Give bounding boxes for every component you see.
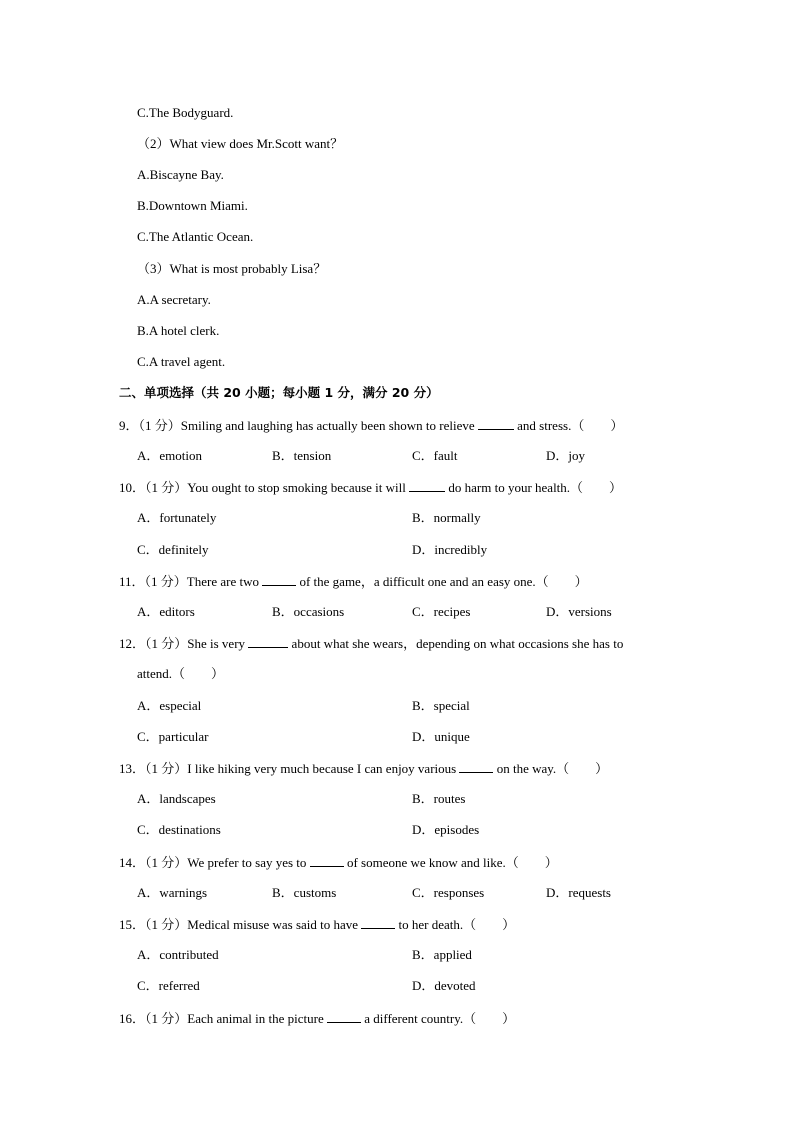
question-14-stem xyxy=(119,854,558,870)
question-11-stem xyxy=(119,573,588,589)
option-d[interactable]: D．unique xyxy=(412,729,470,744)
option-c[interactable]: C．referred xyxy=(137,978,200,993)
question-number: 16． xyxy=(119,1011,146,1026)
q2-stem: （2）What view does Mr.Scott want？ xyxy=(137,136,344,151)
option-d[interactable]: D．versions xyxy=(546,604,612,619)
question-text: and stress.（ ） xyxy=(513,418,624,433)
q3-stem: （3）What is most probably Lisa？ xyxy=(137,261,327,276)
question-text: （1 分）Each animal in the picture xyxy=(145,1011,327,1026)
answer-blank xyxy=(310,854,344,867)
q2-option-a: A.Biscayne Bay. xyxy=(137,167,224,182)
question-text: do harm to your health.（ ） xyxy=(445,480,623,495)
question-9-stem xyxy=(119,417,623,433)
question-text: on the way.（ ） xyxy=(493,761,609,776)
q2-option-c: C.The Atlantic Ocean. xyxy=(137,229,254,244)
q2-option-b: B.Downtown Miami. xyxy=(137,198,248,213)
option-c[interactable]: C．recipes xyxy=(412,604,471,619)
question-text: （1 分）Smiling and laughing has actually been shown to relieve xyxy=(138,418,478,433)
option-a[interactable]: A．editors xyxy=(137,604,195,619)
option-b[interactable]: B．special xyxy=(412,698,470,713)
q3-option-a: A.A secretary. xyxy=(137,292,211,307)
question-text: （1 分）We prefer to say yes to xyxy=(145,855,310,870)
option-d[interactable]: D．incredibly xyxy=(412,542,488,557)
question-text: （1 分）Medical misuse was said to have xyxy=(145,917,362,932)
option-b[interactable]: B．occasions xyxy=(272,604,345,619)
answer-blank xyxy=(478,417,514,430)
option-c[interactable]: C．particular xyxy=(137,729,209,744)
question-text: （1 分）She is very xyxy=(145,636,249,651)
answer-blank xyxy=(248,635,288,648)
option-b[interactable]: B．normally xyxy=(412,510,481,525)
option-a[interactable]: A．especial xyxy=(137,698,202,713)
question-13-stem xyxy=(119,760,608,776)
option-a[interactable]: A．fortunately xyxy=(137,510,217,525)
q3-option-c: C.A travel agent. xyxy=(137,354,226,369)
option-d[interactable]: D．episodes xyxy=(412,822,480,837)
answer-blank xyxy=(361,916,395,929)
question-number: 11． xyxy=(119,574,145,589)
question-text: （1 分）You ought to stop smoking because it will xyxy=(145,480,410,495)
question-number: 9． xyxy=(119,418,139,433)
question-text: of the game，a difficult one and an easy one.（ ） xyxy=(296,574,588,589)
question-text: to her death.（ ） xyxy=(395,917,516,932)
question-12-stem xyxy=(119,635,623,651)
question-text: a different country.（ ） xyxy=(360,1011,516,1026)
option-d[interactable]: D．requests xyxy=(546,885,611,900)
question-number: 13． xyxy=(119,761,146,776)
answer-blank xyxy=(262,573,296,586)
option-c[interactable]: C．responses xyxy=(412,885,485,900)
option-b[interactable]: B．customs xyxy=(272,885,337,900)
question-number: 14． xyxy=(119,855,146,870)
option-a[interactable]: A．emotion xyxy=(137,448,202,463)
question-text: about what she wears，depending on what occasions she has to xyxy=(288,636,624,651)
section-title: 二、单项选择（共 20 小题；每小题 1 分，满分 20 分） xyxy=(119,385,439,400)
question-10-stem xyxy=(119,479,622,495)
answer-blank xyxy=(409,479,445,492)
option-c[interactable]: C．fault xyxy=(412,448,458,463)
q1-option-c: C.The Bodyguard. xyxy=(137,105,234,120)
question-text: （1 分）I like hiking very much because I can enjoy various xyxy=(145,761,460,776)
question-text: of someone we know and like.（ ） xyxy=(343,855,558,870)
option-c[interactable]: C．destinations xyxy=(137,822,221,837)
option-d[interactable]: D．devoted xyxy=(412,978,476,993)
option-b[interactable]: B．applied xyxy=(412,947,472,962)
option-d[interactable]: D．joy xyxy=(546,448,586,463)
question-number: 12． xyxy=(119,636,146,651)
answer-blank xyxy=(459,760,493,773)
option-a[interactable]: A．landscapes xyxy=(137,791,216,806)
question-number: 15． xyxy=(119,917,146,932)
question-15-stem xyxy=(119,916,515,932)
option-b[interactable]: B．routes xyxy=(412,791,466,806)
question-text: （1 分）There are two xyxy=(144,574,263,589)
option-a[interactable]: A．warnings xyxy=(137,885,208,900)
question-number: 10． xyxy=(119,480,146,495)
question-16-stem xyxy=(119,1010,515,1026)
option-b[interactable]: B．tension xyxy=(272,448,332,463)
option-a[interactable]: A．contributed xyxy=(137,947,219,962)
q3-option-b: B.A hotel clerk. xyxy=(137,323,220,338)
option-c[interactable]: C．definitely xyxy=(137,542,209,557)
question-12-stem-continued: attend.（ ） xyxy=(137,666,225,681)
answer-blank xyxy=(327,1010,361,1023)
